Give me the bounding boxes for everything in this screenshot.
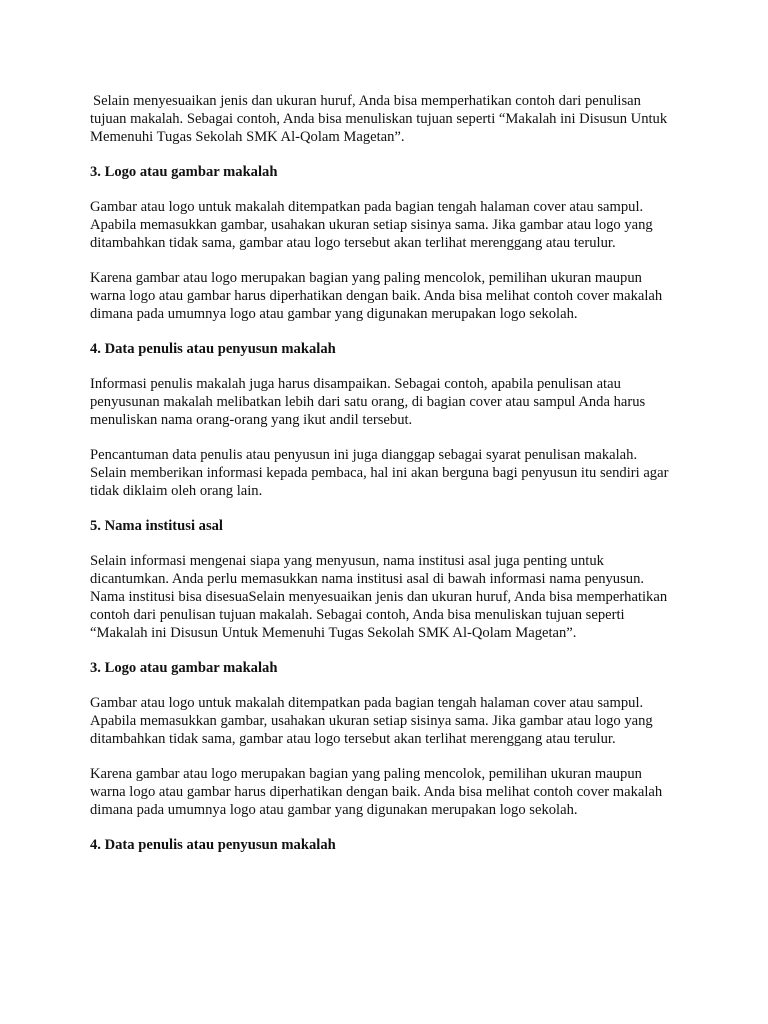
paragraph-logo-placement: Gambar atau logo untuk makalah ditempatkan pada bagian tengah halaman cover atau sampul. Apabila memasukkan gambar, usahakan ukuran setiap sisinya sama. Jika gambar atau logo yang ditambahkan tidak sama, gambar atau logo tersebut akan terlihat merenggang atau terulur. <box>90 199 653 251</box>
document-page <box>90 92 670 871</box>
heading-institusi: 5. Nama institusi asal <box>90 518 223 534</box>
paragraph-institution: Selain informasi mengenai siapa yang menyusun, nama institusi asal juga penting untuk dicantumkan. Anda perlu memasukkan nama institusi asal di bawah informasi nama penyusun. Nama institusi bisa disesuaSelain menyesuaikan jenis dan ukuran huruf, Anda bisa memperhatikan contoh dari penulisan tujuan makalah. Sebagai contoh, Anda bisa menuliskan tujuan seperti “Makalah ini Disusun Untuk Memenuhi Tugas Sekolah SMK Al-Qolam Magetan”. <box>90 553 668 641</box>
paragraph-logo-color-repeat: Karena gambar atau logo merupakan bagian yang paling mencolok, pemilihan ukuran maupun warna logo atau gambar harus diperhatikan dengan baik. Anda bisa melihat contoh cover makalah dimana pada umumnya logo atau gambar yang digunakan merupakan logo sekolah. <box>90 766 663 818</box>
heading-data-penulis: 4. Data penulis atau penyusun makalah <box>90 341 336 357</box>
paragraph-author-requirement: Pencantuman data penulis atau penyusun ini juga dianggap sebagai syarat penulisan makalah. Selain memberikan informasi kepada pembaca, hal ini akan berguna bagi penyusun itu sendiri agar tidak diklaim oleh orang lain. <box>90 447 669 499</box>
paragraph-logo-placement-repeat: Gambar atau logo untuk makalah ditempatkan pada bagian tengah halaman cover atau sampul. Apabila memasukkan gambar, usahakan ukuran setiap sisinya sama. Jika gambar atau logo yang ditambahkan tidak sama, gambar atau logo tersebut akan terlihat merenggang atau terulur. <box>90 695 653 747</box>
paragraph-intro: Selain menyesuaikan jenis dan ukuran huruf, Anda bisa memperhatikan contoh dari penulisan tujuan makalah. Sebagai contoh, Anda bisa menuliskan tujuan seperti “Makalah ini Disusun Untuk Memenuhi Tugas Sekolah SMK Al-Qolam Magetan”. <box>90 93 668 145</box>
heading-logo-gambar: 3. Logo atau gambar makalah <box>90 164 278 180</box>
heading-logo-gambar-repeat: 3. Logo atau gambar makalah <box>90 660 278 676</box>
paragraph-logo-color: Karena gambar atau logo merupakan bagian yang paling mencolok, pemilihan ukuran maupun warna logo atau gambar harus diperhatikan dengan baik. Anda bisa melihat contoh cover makalah dimana pada umumnya logo atau gambar yang digunakan merupakan logo sekolah. <box>90 270 663 322</box>
paragraph-author-info: Informasi penulis makalah juga harus disampaikan. Sebagai contoh, apabila penulisan atau penyusunan makalah melibatkan lebih dari satu orang, di bagian cover atau sampul Anda harus menuliskan nama orang-orang yang ikut andil tersebut. <box>90 376 646 428</box>
heading-data-penulis-repeat: 4. Data penulis atau penyusun makalah <box>90 837 336 853</box>
